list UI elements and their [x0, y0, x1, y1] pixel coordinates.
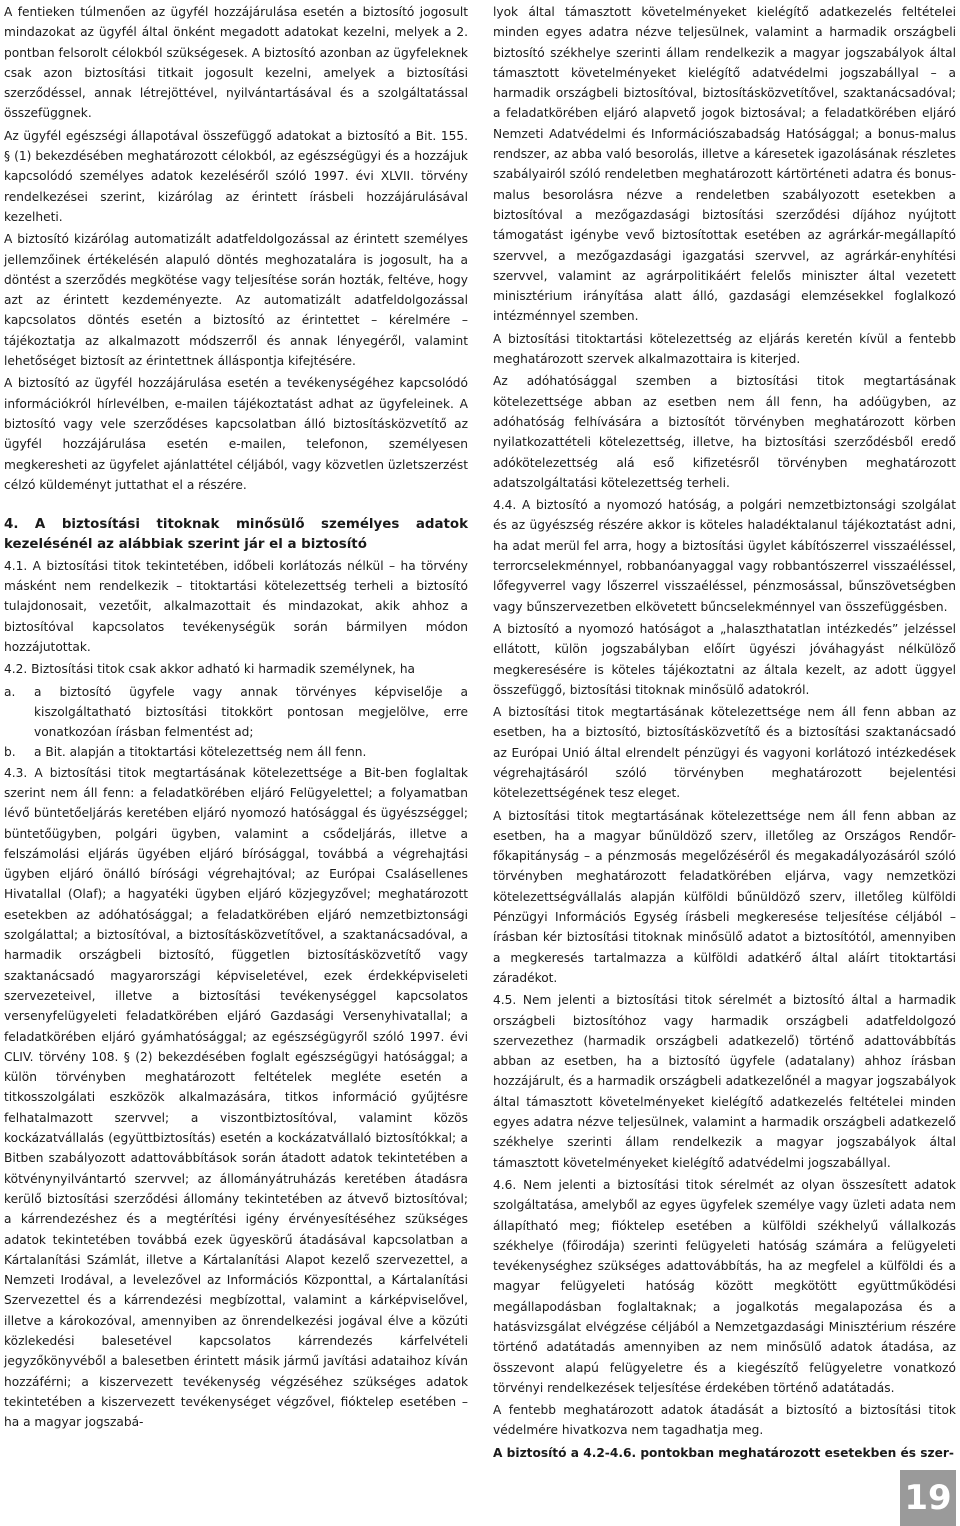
list-text: a Bit. alapján a titoktartási kötelezettség nem áll fenn. — [34, 745, 367, 760]
list-item — [4, 742, 468, 762]
left-column — [4, 2, 468, 1434]
list-item — [4, 682, 468, 743]
paragraph: A biztosítási titok megtartásának kötelezettsége nem áll fenn abban az esetben, ha a magyar bűnüldöző szerv, illetőleg az Országos Rendőr-főkapitányság – a pénzmosás megelőzéséről és megakadályozásáról szóló törvényben meghatározott feladatkörében eljárva, vagy nemzetközi kötelezettségvállalás alapján külföldi bűnüldöző szerv, illetőleg külföldi Pénzügyi Információs Egység írásbeli megkeresése teljesítése céljából – írásban kér biztosítási titoknak minősülő adatot a biztosítótól, amennyiben a megkeresés tartalmazza a külföldi adatkérő által aláírt titoktartási záradékot. — [493, 808, 956, 985]
paragraph: A fentebb meghatározott adatok átadását a biztosító a biztosítási titok védelmére hivatkozva nem tagadhatja meg. — [493, 1403, 956, 1438]
section-heading: 4. A biztosítási titoknak minősülő személyes adatok kezelésénél az alábbiak szerint jár el a biztosító — [4, 517, 468, 553]
paragraph-4-6: 4.6. Nem jelenti a biztosítási titok sérelmét az olyan összesített adatok szolgáltatása, amelyből az egyes ügyfelek személye vagy üzleti adata nem állapítható meg; fióktelep esetében a külföldi székhelyű vállalkozás székhelye (főirodája) szerinti felügyeleti hatóság számára a felügyeleti tevékenységhez szükséges adattovábbítás, ha az megfelel a külföldi és a magyar felügyeleti hatóság között megkötött együttműködési megállapodásban foglaltaknak; a jogalkotás megalapozása és a hatásvizsgálat elvégzése céljából a Nemzetgazdasági Minisztérium részére történő adatátadás amennyiben az nem minősülő adatok átadása, az összevont alapú felügyeletre és a kiegészítő felügyeletre vonatkozó törvényi rendelkezések teljesítése érdekében történő adatátadás. — [493, 1177, 956, 1395]
page-number: 19 — [900, 1470, 956, 1526]
paragraph: lyok által támasztott követelményeket kielégítő adatkezelés feltételei minden egyes adatra nézve teljesülnek, valamint a harmadik országbeli biztosító székhelye szerinti állam rendelkezik a magyar jogszabályok által támasztott követelményeket kielégítő adatvédelmi jogszabállyal – a harmadik országbeli biztosítóval, biztosításközvetítővel, szaktanácsadóval; a feladatkörében eljáró alapvető jogok biztosával; a feladatkörében eljáró Nemzeti Adatvédelmi és Információszabadság Hatósággal; a bonus-malus rendszer, az abba való besorolás, illetve a káresetek igazolásának részletes szabályairól szóló rendeletben meghatározott kártörténeti adatra és bonus-malus besorolásra nézve a rendeletben szabályozott esetekben a biztosítóval a mezőgazdasági biztosítási szerződési díjához nyújtott támogatást igénybe vevő biztosítottak esetében az agrárkár-megállapító szervvel, a mezőgazdasági igazgatási szervvel, az agrárkár-enyhítési szervvel, valamint az agrárpolitikáért felelős miniszter által vezetett minisztérium irányítása alatt álló, gazdasági elemzésekkel foglalkozó intézménnyel szemben. — [493, 5, 956, 324]
right-column — [493, 2, 956, 1465]
paragraph: A biztosító a nyomozó hatóságot a „halaszthatatlan intézkedés” jelzéssel ellátott, külön jogszabályban előírt ügyészi jóváhagyást nélkülöző megkeresésére is köteles tájékoztatni az általa kezelt, az adott üggyel összefüggő, biztosítási titoknak minősülő adatokról. — [493, 621, 956, 697]
paragraph: Az adóhatósággal szemben a biztosítási titok megtartásának kötelezettsége abban az esetben nem áll fenn, ha adóügyben, az adóhatóság felhívására a biztosítót törvényben meghatározott körben nyilatkozattételi kötelezettség, illetve, ha biztosítási szerződésből eredő adókötelezettség alá eső kifizetésről törvényben meghatározott adatszolgáltatási kötelezettség terheli. — [493, 374, 956, 490]
paragraph-4-1: 4.1. A biztosítási titok tekintetében, időbeli korlátozás nélkül – ha törvény másként nem rendelkezik – titoktartási kötelezettség terheli a biztosító tulajdonosait, vezetőit, alkalmazottait és mindazokat, akik ahhoz a biztosítóval kapcsolatos tevékenységük során bármilyen módon hozzájutottak. — [4, 558, 468, 654]
paragraph: A biztosító az ügyfél hozzájárulása esetén a tevékenységéhez kapcsolódó információkról hírlevélben, e-mailen tájékoztatást adhat az ügyfeleinek. A biztosító vagy vele szerződéses kapcsolatban álló biztosításközvetítő az ügyfél hozzájárulása esetén e-mailen, telefonon, személyesen megkeresheti az ügyfelet ajánlattétel céljából, vagy közvetlen üzletszerzést célzó küldeményt juttathat el a részére. — [4, 376, 468, 492]
paragraph: A biztosító a 4.2-4.6. pontokban meghatározott esetekben és szer- — [493, 1445, 954, 1460]
paragraph: A fentieken túlmenően az ügyfél hozzájárulása esetén a biztosító jogosult mindazokat az ügyfél által önként megadott adatokat kezelni, melyek a 2. pontban felsorolt célokból szükségesek. A biztosító azonban az ügyfeleknek csak azon biztosítási titkait jogosult kezelni, amelyek a biztosítási szerződéssel, annak létrejöttével, nyilvántartásával és a szolgáltatással összefüggnek. — [4, 5, 468, 121]
list-text: a biztosító ügyfele vagy annak törvényes képviselője a kiszolgáltatható biztosítási titokkört pontosan megjelölve, erre vonatkozóan írásban felmentést ad; — [34, 684, 468, 740]
paragraph-4-3: 4.3. A biztosítási titok megtartásának kötelezettsége a Bit-ben foglaltak szerint nem áll fenn: a feladatkörében eljáró Felügyelettel; a folyamatban lévő büntetőeljárás keretében eljáró nyomozó hatósággal és ügyészséggel; büntetőügyben, polgári ügyben, valamint a csődeljárás, illetve a felszámolási eljárás ügyében eljáró bírósággal, továbbá a végrehajtási ügyben eljáró önálló bírósági végrehajtóval; az Európai Csalásellenes Hivatallal (Olaf); a hagyatéki ügyben eljáró közjegyzővel; meghatározott esetekben az adóhatósággal; a feladatkörében eljáró nemzetbiztonsági szolgálattal; a biztosítóval, a biztosításközvetítővel, a szaktanácsadóval, a harmadik országbeli biztosító, független biztosításközvetítő vagy szaktanácsadó magyarországi képviseletével, ezek érdekképviseleti szervezeteivel, illetve a biztosítási tevékenységgel kapcsolatos versenyfelügyeleti feladatkörében eljáró Gazdasági Versenyhivatallal; a feladatkörében eljáró gyámhatósággal; az egészségügyről szóló 1997. évi CLIV. törvény 108. § (2) bekezdésében foglalt egészségügyi hatósággal; a külön törvényben meghatározott feltételek megléte esetén a titkosszolgálati eszközök alkalmazására, titkos információ gyűjtésre felhatalmazott szervvel; a viszontbiztosítóval, valamint közös kockázatvállalás (együttbiztosítás) esetén a kockázatvállaló biztosítókkal; a Bitben szabályozott adattovábbítások során átadott adatok tekintetében a kötvénynyilvántartó szervvel; az állományátruházás keretében átadásra kerülő biztosítási szerződési állomány tekintetében az átvevő biztosítóval; a kárrendezéshez és a megtérítési igény érvényesítéséhez szükséges adatok tekintetében továbbá ezek ügyeskörű átadásával kapcsolatban a Kártalanítási Számlát, illetve a Kártalanítási Alapot kezelő szervezettel, a Nemzeti Irodával, a levelezővel az Információs Központtal, a Kártalanítási Szervezettel és a kárrendezési megbízottal, valamint a kárképviselővel, illetve a károkozóval, amennyiben az önrendelkezési jogával élve a közúti közlekedési balesetével kapcsolatos kárrendezés kárfelvételi jegyzőkönyvéből a balesetben érintett másik jármű javítási adataihoz kíván hozzáférni; a kiszervezett tevékenység végzéséhez szükséges adatok tekintetében a kiszervezett tevékenységet végzővel, fióktelep esetében – ha a magyar jogszabá- — [4, 765, 468, 1430]
list-marker: a. — [4, 684, 16, 699]
paragraph: A biztosítási titok megtartásának kötelezettsége nem áll fenn abban az esetben, ha a biztosító, biztosításközvetítő és a biztosítási szaktanácsadó az Európai Unió által elrendelt pénzügyi és vagyoni korlátozó intézkedések végrehajtásáról szóló törvényben meghatározott bejelentési kötelezettségének tesz eleget. — [493, 705, 956, 801]
paragraph-4-4: 4.4. A biztosító a nyomozó hatóság, a polgári nemzetbiztonsági szolgálat és az ügyészség részére akkor is köteles haladéktalanul tájékoztatást adni, ha adat merül fel arra, hogy a biztosítási ügylet kábítószerrel visszaéléssel, terrorcselekménnyel, robbanóanyaggal vagy robbantószerrel visszaéléssel, lőfegyverrel vagy lőszerrel visszaéléssel, pénzmosással, bűnszövetségben vagy bűnszervezetben elkövetett bűncselekménnyel van összefüggésben. — [493, 498, 956, 614]
paragraph-4-2: 4.2. Biztosítási titok csak akkor adható ki harmadik személynek, ha — [4, 662, 416, 677]
paragraph: A biztosító kizárólag automatizált adatfeldolgozással az érintett személyes jellemzőinek értékelésén alapuló döntés meghozatalára is jogosult, ha a döntést a szerződés megkötése vagy teljesítése során hozták, feltéve, hogy azt az érintett kezdeményezte. Az automatizált adatfeldolgozással kapcsolatos döntés esetén a biztosító az érintettet – kérelmére – tájékoztatja az alkalmazott módszerről és annak lényegéről, valamint lehetőséget biztosít az érintettnek álláspontja kifejtésére. — [4, 232, 468, 369]
paragraph: Az ügyfél egészségi állapotával összefüggő adatokat a biztosító a Bit. 155. § (1) bekezdésében meghatározott célokból, az egészségügyi és a hozzájuk kapcsolódó személyes adatok kezeléséről szóló 1997. évi XLVII. törvény rendelkezései szerint, kizárólag az érintett írásbeli hozzájárulásával kezelheti. — [4, 128, 468, 224]
list-marker: b. — [4, 745, 16, 760]
paragraph: A biztosítási titoktartási kötelezettség az eljárás keretén kívül a fentebb meghatározott szervek alkalmazottaira is kiterjed. — [493, 331, 956, 367]
paragraph-4-5: 4.5. Nem jelenti a biztosítási titok sérelmét a biztosító által a harmadik országbeli biztosítóhoz vagy harmadik országbeli adatfeldolgozó szervezethez (harmadik országbeli adatkezelő) történő adattovábbítás abban az esetben, ha a biztosító ügyfele (adatalany) ahhoz írásban hozzájárult, és a harmadik országbeli adatkezelőnél a magyar jogszabályok által támasztott követelményeket kielégítő adatkezelés feltételei minden egyes adatra nézve teljesülnek, valamint a harmadik országbeli adatkezelő székhelye szerinti állam rendelkezik a magyar jogszabályok által támasztott követelményeket kielégítő adatvédelmi jogszabállyal. — [493, 993, 956, 1170]
